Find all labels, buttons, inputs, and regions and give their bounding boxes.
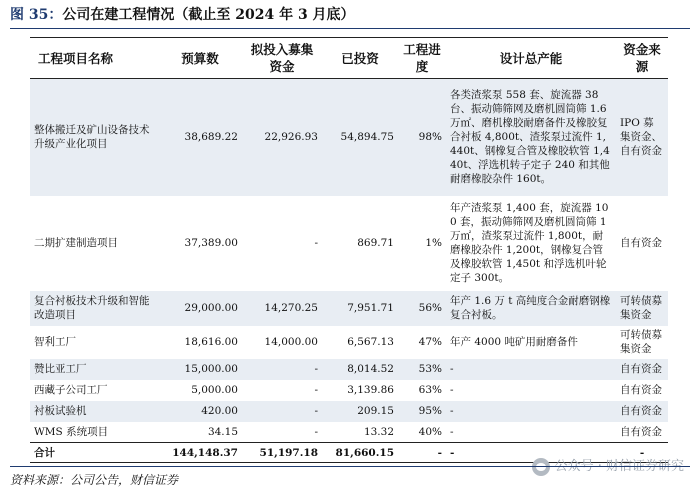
cell-fund-source: 可转债募集资金 (616, 291, 668, 326)
cell-fund-source: 自有资金 (620, 237, 662, 249)
cell-project-name: WMS 系统项目 (34, 425, 109, 438)
cell-capacity: - (446, 401, 616, 422)
cell-total-capacity: - (446, 443, 616, 463)
cell-project-name: 智利工厂 (34, 336, 76, 348)
watermark-text: 公众号 · 财信证券研究 (554, 459, 684, 474)
cell-invested: 13.32 (363, 425, 394, 438)
cell-total-invested: 81,660.15 (322, 443, 398, 463)
table-row (30, 380, 668, 401)
cell-project-name: 整体搬迁及矿山设备技术升级产业化项目 (30, 79, 158, 196)
cell-budget: 15,000.00 (158, 359, 242, 380)
cell-raised-funds: - (314, 425, 318, 438)
figure-title (10, 2, 690, 29)
cell-fund-source: 可转债募集资金 (620, 329, 662, 355)
cell-budget: 37,389.00 (184, 237, 238, 249)
table-row (30, 326, 668, 359)
cell-project-name: 复合衬板技术升级和智能改造项目 (30, 291, 158, 326)
cell-raised-funds: - (242, 401, 322, 422)
cell-capacity: - (450, 384, 454, 396)
cell-invested: 869.71 (357, 237, 394, 249)
table-row (30, 422, 668, 443)
table-row (30, 359, 668, 380)
cell-project-name: 二期扩建制造项目 (34, 237, 118, 249)
cell-progress: 53% (398, 359, 446, 380)
cell-capacity: 年产渣浆泵 1,400 套，旋流器 100 套，振动筛筛网及磨机圆筒筛 1 万㎡，渣浆泵过流件 1,800t，耐磨橡胶杂件 1,200t，钢橡复合管及橡胶软管 1,450t 和浮选机叶轮定子 300t。 (450, 202, 609, 284)
source-note: 资料来源：公司公告，财信证券 (10, 466, 690, 493)
cell-progress: 95% (398, 401, 446, 422)
cell-project-name: 赞比亚工厂 (30, 359, 158, 380)
cell-budget: 38,689.22 (158, 79, 242, 196)
cell-total-progress: - (398, 443, 446, 463)
cell-progress: 56% (398, 291, 446, 326)
header-capacity: 设计总产能 (446, 38, 616, 79)
cell-invested: 6,567.13 (347, 336, 394, 348)
cell-raised-funds: 22,926.93 (242, 79, 322, 196)
cell-total-label: 合计 (30, 443, 158, 463)
header-raised-funds: 拟投入募集资金 (242, 38, 322, 79)
cell-total-fund-source: - (616, 443, 668, 463)
header-budget: 预算数 (158, 38, 242, 79)
cell-fund-source: 自有资金 (620, 384, 662, 396)
cell-budget: 420.00 (158, 401, 242, 422)
table-header-row (30, 38, 668, 79)
cell-fund-source: 自有资金 (620, 425, 662, 438)
header-invested: 已投资 (322, 38, 398, 79)
cell-budget: 34.15 (207, 425, 238, 438)
figure-label: 图 35： (10, 7, 63, 23)
cell-project-name: 衬板试验机 (30, 401, 158, 422)
cell-raised-funds: 14,000.00 (264, 336, 318, 348)
cell-budget: 29,000.00 (158, 291, 242, 326)
cell-progress: 1% (425, 237, 442, 249)
cell-raised-funds: 14,270.25 (242, 291, 322, 326)
cell-total-budget: 144,148.37 (158, 443, 242, 463)
cell-invested: 209.15 (322, 401, 398, 422)
cell-raised-funds: - (314, 237, 318, 249)
cell-capacity: 年产 1.6 万 t 高纯度合金耐磨钢橡复合衬板。 (446, 291, 616, 326)
header-project-name: 工程项目名称 (30, 38, 158, 79)
table-row (30, 401, 668, 422)
cell-capacity: 各类渣浆泵 558 套、旋流器 38 台、振动筛筛网及磨机圆筒筛 1.6 万㎡、磨机橡胶耐磨备件及橡胶复合衬板 4,800t、渣浆泵过流件 1,440t、钢橡复合管及橡胶软管 1,440t、浮选机转子定子 240 和其他耐磨橡胶杂件 160t。 (446, 79, 616, 196)
cell-invested: 54,894.75 (322, 79, 398, 196)
figure-title-text: 公司在建工程情况（截止至 2024 年 3 月底） (62, 7, 355, 23)
cell-fund-source: IPO 募集资金、自有资金 (616, 79, 668, 196)
cell-progress: 40% (418, 425, 442, 438)
construction-projects-table (30, 37, 668, 463)
cell-progress: 63% (418, 384, 442, 396)
cell-invested: 3,139.86 (347, 384, 394, 396)
cell-budget: 5,000.00 (191, 384, 238, 396)
cell-progress: 47% (418, 336, 442, 348)
cell-capacity: 年产 4000 吨矿用耐磨备件 (450, 336, 578, 348)
header-progress: 工程进度 (398, 38, 446, 79)
cell-raised-funds: - (314, 384, 318, 396)
cell-capacity: - (446, 359, 616, 380)
header-fund-source: 资金来源 (616, 38, 668, 79)
cell-invested: 7,951.71 (322, 291, 398, 326)
cell-budget: 18,616.00 (184, 336, 238, 348)
cell-progress: 98% (398, 79, 446, 196)
cell-capacity: - (450, 425, 454, 438)
cell-fund-source: 自有资金 (616, 401, 668, 422)
cell-total-raised-funds: 51,197.18 (242, 443, 322, 463)
cell-fund-source: 自有资金 (616, 359, 668, 380)
cell-invested: 8,014.52 (322, 359, 398, 380)
cell-raised-funds: - (242, 359, 322, 380)
table-row (30, 196, 668, 291)
table-row (30, 291, 668, 326)
table-row (30, 79, 668, 196)
cell-project-name: 西藏子公司工厂 (34, 384, 108, 396)
